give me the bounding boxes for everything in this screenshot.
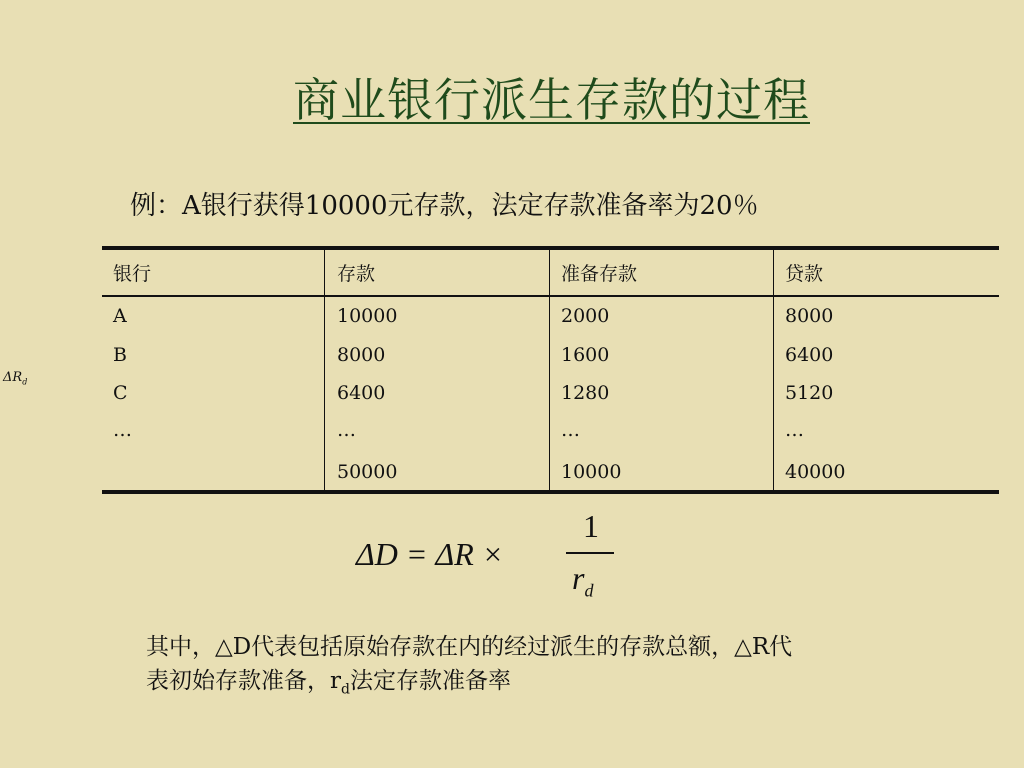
note-line-2-start: 表初始存款准备，r [146,668,341,694]
table-cell: … [785,419,804,441]
table-cell: 1280 [561,382,610,404]
table-cell: A [113,305,127,327]
table-cell: C [113,382,128,404]
table-cell: 2000 [561,305,610,327]
header-loan: 贷款 [785,263,824,285]
table-cell: 5120 [785,382,834,404]
denominator-subscript: d [584,580,594,601]
total-deposit: 50000 [337,461,398,483]
table-cell: 8000 [337,344,386,366]
table-cell: 1600 [561,344,610,366]
table-cell: 6400 [785,344,834,366]
header-deposit: 存款 [337,263,376,285]
column-divider [773,250,774,490]
example-text: 例：A银行获得10000元存款，法定存款准备率为20％ [130,191,759,221]
total-reserve: 10000 [561,461,622,483]
table-cell: … [561,419,580,441]
table-cell: 8000 [785,305,834,327]
formula-numerator: 1 [583,508,599,544]
header-reserve: 准备存款 [561,263,638,285]
total-loan: 40000 [785,461,846,483]
formula-denominator [572,560,593,601]
note-line-1: 其中，△D代表包括原始存款在内的经过派生的存款总额，△R代 [146,634,793,660]
table-cell: … [337,419,356,441]
table-cell: … [113,419,132,441]
denominator-symbol: r [572,560,585,596]
header-bank: 银行 [113,263,152,285]
deposit-multiplier-formula [356,508,626,608]
note-line-2-end: 法定存款准备率 [349,668,511,694]
side-mark-sub: d [22,377,28,387]
side-mark-main: ΔR [3,370,23,385]
side-artifact-mark [3,370,27,387]
table-cell: B [113,344,127,366]
header-rule [102,295,999,297]
slide-title: 商业银行派生存款的过程 [293,73,810,127]
column-divider [324,250,325,490]
fraction-bar [566,552,614,554]
column-divider [549,250,550,490]
explanation-note [146,630,986,707]
formula-left: ΔD = ΔR × [356,536,504,572]
deposit-table [102,246,999,494]
table-cell: 10000 [337,305,398,327]
note-subscript: d [341,681,350,698]
table-cell: 6400 [337,382,386,404]
note-line-2 [146,664,986,707]
